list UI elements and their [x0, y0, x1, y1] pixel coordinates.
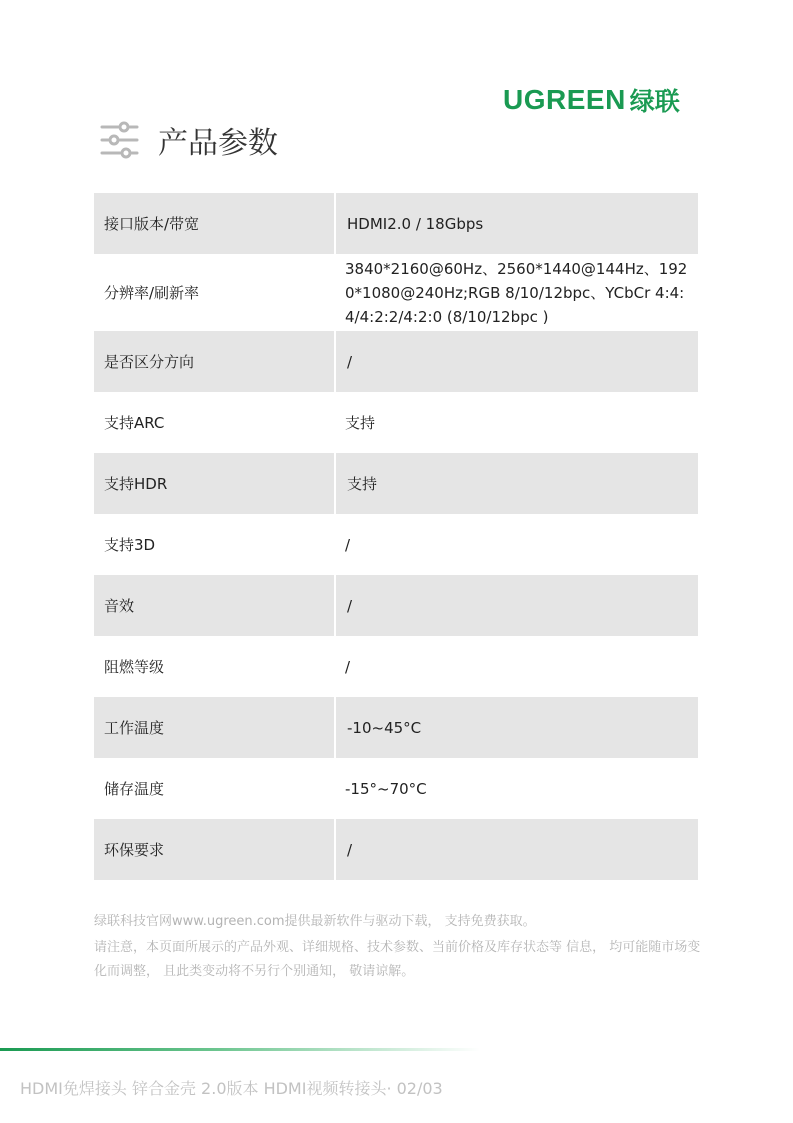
spec-row-interface [94, 193, 698, 254]
spec-label: 音效 [104, 597, 135, 615]
spec-label: 支持ARC [104, 414, 165, 432]
spec-label: 储存温度 [104, 780, 165, 798]
filter-sliders-icon [100, 120, 140, 160]
spec-value-cell [334, 636, 698, 697]
spec-label: 支持3D [104, 536, 156, 554]
spec-row-storage-temp [94, 758, 698, 819]
spec-value-cell [334, 819, 698, 880]
spec-label: 环保要求 [104, 841, 165, 859]
spec-row-3d [94, 514, 698, 575]
page-footer: HDMI免焊接头 锌合金壳 2.0版本 HDMI视频转接头· 02/03 [20, 1079, 443, 1098]
spec-row-hdr [94, 453, 698, 514]
spec-value: 支持 [345, 413, 376, 432]
spec-value: 支持 [347, 474, 378, 493]
notes-block [94, 910, 704, 984]
spec-label: 阻燃等级 [104, 658, 165, 676]
spec-value: / [345, 657, 351, 676]
spec-table [94, 193, 698, 880]
spec-value: -10~45°C [347, 718, 422, 737]
spec-value-cell [334, 514, 698, 575]
spec-value: / [347, 596, 353, 615]
spec-label: 是否区分方向 [104, 353, 195, 371]
spec-value: / [347, 840, 353, 859]
spec-value-cell [334, 193, 698, 254]
spec-row-arc [94, 392, 698, 453]
spec-row-operating-temp [94, 697, 698, 758]
spec-row-direction [94, 331, 698, 392]
spec-value-cell [334, 575, 698, 636]
spec-value-cell [334, 254, 698, 331]
spec-value: / [347, 352, 353, 371]
spec-row-flame-rating [94, 636, 698, 697]
spec-label: 工作温度 [104, 719, 165, 737]
spec-label: 分辨率/刷新率 [104, 284, 200, 302]
brand-logo [503, 84, 680, 116]
spec-value-cell [334, 697, 698, 758]
spec-row-audio [94, 575, 698, 636]
spec-value-cell [334, 331, 698, 392]
page-title: 产品参数 [158, 126, 278, 161]
spec-label: 接口版本/带宽 [104, 215, 200, 233]
spec-value: 3840*2160@60Hz、2560*1440@144Hz、1920*1080@240Hz;RGB 8/10/12bpc、YCbCr 4:4:4/4:2:2/4:2:0 (8/10/12bpc ) [345, 259, 688, 326]
brand-name-en: UGREEN [503, 84, 626, 115]
spec-label: 支持HDR [104, 475, 168, 493]
spec-value: HDMI2.0 / 18Gbps [347, 214, 484, 233]
brand-name-cn: 绿联 [629, 87, 680, 116]
spec-row-resolution [94, 254, 698, 331]
disclaimer-note: 请注意，本页面所展示的产品外观、详细规格、技术参数、当前价格及库存状态等 信息， 均可能随市场变化而调整， 且此类变动将不另行个别通知， 敬请谅解。 [94, 940, 701, 979]
footer-divider [0, 1048, 480, 1051]
section-header [100, 118, 278, 162]
spec-value-cell [334, 758, 698, 819]
spec-value: -15°~70°C [345, 779, 427, 798]
spec-value-cell [334, 392, 698, 453]
website-note: 绿联科技官网www.ugreen.com提供最新软件与驱动下载， 支持免费获取。 [94, 914, 536, 929]
spec-row-environmental [94, 819, 698, 880]
spec-value: / [345, 535, 351, 554]
spec-value-cell [334, 453, 698, 514]
